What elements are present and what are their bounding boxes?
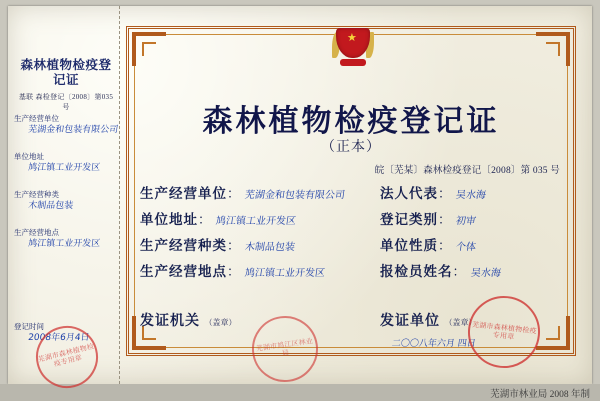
footer-note: 芜湖市林业局 2008 年制 xyxy=(490,390,590,400)
stub-row-value: 木制品包装 xyxy=(27,201,74,211)
emblem-base xyxy=(340,59,366,66)
field-colon: ： xyxy=(438,238,452,253)
field-label: 生产经营种类 xyxy=(140,238,227,253)
field-label: 单位地址 xyxy=(140,212,198,227)
field-row xyxy=(380,204,564,228)
field-label: 登记类别 xyxy=(380,212,438,227)
page-subtitle: （正本） xyxy=(321,140,381,155)
field-colon: ： xyxy=(452,264,466,279)
field-row xyxy=(380,230,564,254)
stub-row-value: 2008年6月4日 xyxy=(27,333,91,343)
field-colon: ： xyxy=(227,186,241,201)
field-value: 吴水海 xyxy=(455,190,487,201)
issuing-seal-text: 芜湖市森林植物检疫专用章 xyxy=(471,320,538,342)
field-value: 鸠江镇工业开发区 xyxy=(244,268,326,279)
middle-seal-text: 芜湖市鸠江区林业局 xyxy=(255,337,314,358)
field-row xyxy=(140,204,370,228)
stub-row-label: 登记时间 xyxy=(14,322,44,331)
stub-row-value: 芜湖金和包装有限公司 xyxy=(27,125,119,135)
corner-ornament-top-left xyxy=(132,32,166,66)
field-value: 鸠江镇工业开发区 xyxy=(215,216,297,227)
page-title: 森林植物检疫登记证 xyxy=(202,104,500,139)
stub-code: 基联 森检登记〔2008〕第035号 xyxy=(18,93,114,111)
issue-authority-row xyxy=(140,310,352,330)
field-value: 个体 xyxy=(455,242,477,253)
field-label: 报检员姓名 xyxy=(380,264,453,279)
field-grid xyxy=(140,178,564,298)
stub-row xyxy=(14,190,118,212)
field-row xyxy=(140,230,370,254)
field-label: 生产经营单位 xyxy=(140,186,227,201)
field-value: 吴水海 xyxy=(469,268,502,279)
stub-row-label: 生产经营单位 xyxy=(14,114,59,123)
stub-row-label: 生产经营地点 xyxy=(14,228,59,237)
field-value: 初审 xyxy=(455,216,477,227)
field-value: 木制品包装 xyxy=(244,242,296,253)
field-label: 单位性质 xyxy=(380,238,438,253)
field-row xyxy=(380,178,564,202)
field-row xyxy=(140,256,370,280)
stub-row xyxy=(14,152,118,174)
issue-date: 二〇〇八年六月 四日 xyxy=(391,339,477,349)
field-colon: ： xyxy=(227,238,241,253)
serial-number: 皖〔芜某〕森林检疫登记〔2008〕第 035 号 xyxy=(374,166,560,176)
issue-authority-label: 发证机关 xyxy=(140,314,200,329)
stub-row-value: 鸠江镇工业开发区 xyxy=(27,239,101,249)
field-colon: ： xyxy=(198,212,212,227)
stub-row-label: 生产经营种类 xyxy=(14,190,59,199)
field-colon: ： xyxy=(438,186,452,201)
field-colon: ： xyxy=(438,212,452,227)
national-emblem-icon xyxy=(332,24,374,68)
stub-row xyxy=(14,228,118,250)
field-label: 法人代表 xyxy=(380,186,438,201)
field-row xyxy=(380,256,564,280)
field-label: 生产经营地点 xyxy=(140,264,227,279)
issue-unit-label: 发证单位 xyxy=(380,314,440,329)
field-value: 芜湖金和包装有限公司 xyxy=(244,190,346,201)
field-colon: ： xyxy=(227,264,241,279)
stub-seal-text: 芜湖市森林植物检疫专用章 xyxy=(37,342,95,369)
certificate-stub xyxy=(8,6,120,384)
stub-title: 森林植物检疫登记证 xyxy=(20,58,112,87)
field-row xyxy=(140,178,370,202)
issue-authority-note: （盖章） xyxy=(204,318,237,327)
stub-row-label: 单位地址 xyxy=(14,152,44,161)
issue-unit-note: （盖章） xyxy=(444,318,477,327)
corner-ornament-top-right xyxy=(536,32,570,66)
emblem-star-icon: ★ xyxy=(347,32,357,44)
stub-row xyxy=(14,114,118,136)
stub-row-value: 鸠江镇工业开发区 xyxy=(27,163,101,173)
